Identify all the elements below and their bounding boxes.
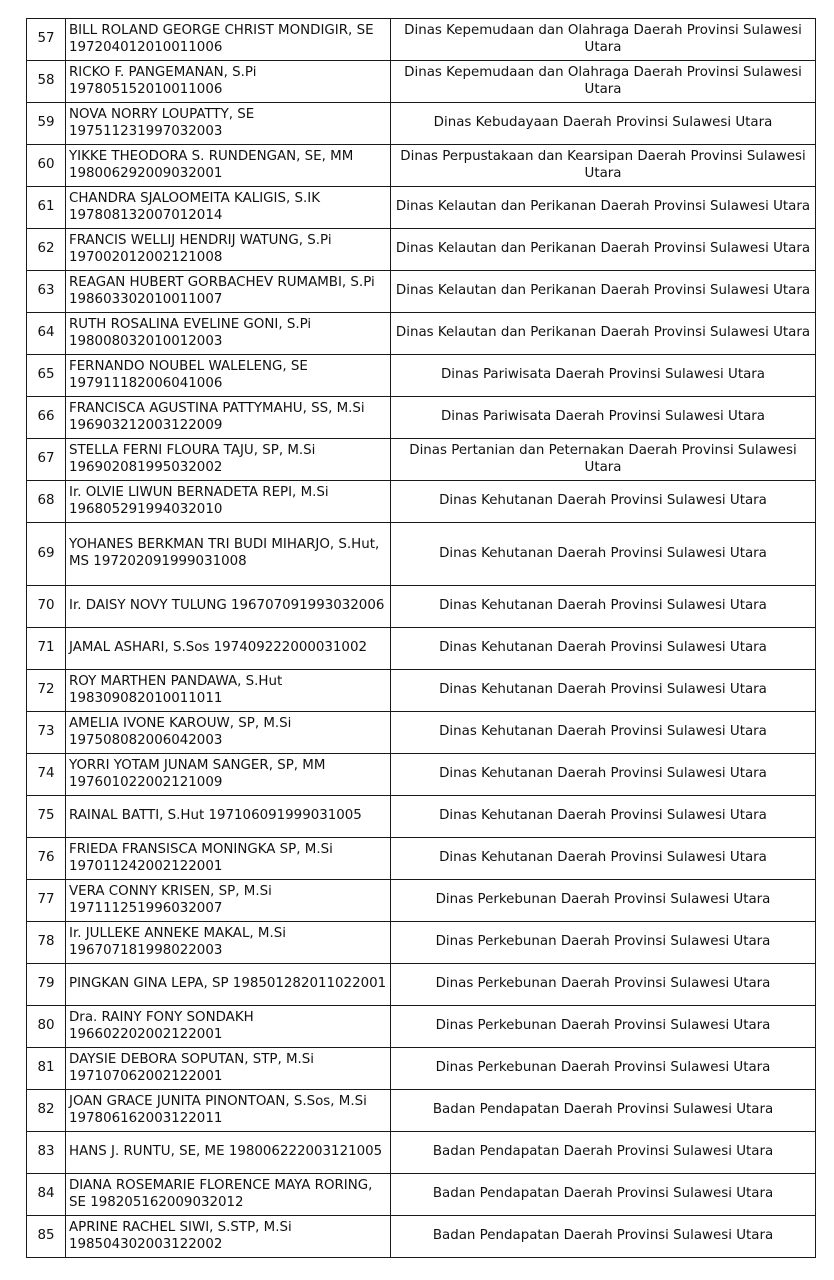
agency-unit: Dinas Kelautan dan Perikanan Daerah Provinsi Sulawesi Utara [391,313,816,355]
agency-unit: Dinas Kehutanan Daerah Provinsi Sulawesi Utara [391,523,816,586]
row-number: 66 [27,397,66,439]
row-number: 73 [27,712,66,754]
agency-unit: Dinas Perkebunan Daerah Provinsi Sulawesi Utara [391,922,816,964]
employee-name-nip: YIKKE THEODORA S. RUNDENGAN, SE, MM 198006292009032001 [66,145,391,187]
employee-name-nip: DIANA ROSEMARIE FLORENCE MAYA RORING, SE 198205162009032012 [66,1174,391,1216]
row-number: 67 [27,439,66,481]
employee-name-nip: DAYSIE DEBORA SOPUTAN, STP, M.Si 197107062002122001 [66,1048,391,1090]
table-row [27,61,816,103]
employee-name-nip: AMELIA IVONE KAROUW, SP, M.Si 197508082006042003 [66,712,391,754]
agency-unit: Dinas Kepemudaan dan Olahraga Daerah Provinsi Sulawesi Utara [391,19,816,61]
row-number: 81 [27,1048,66,1090]
employee-name-nip: NOVA NORRY LOUPATTY, SE 197511231997032003 [66,103,391,145]
employee-name-nip: RICKO F. PANGEMANAN, S.Pi 197805152010011006 [66,61,391,103]
table-row [27,1216,816,1258]
row-number: 64 [27,313,66,355]
row-number: 72 [27,670,66,712]
table-row [27,145,816,187]
agency-unit: Dinas Pariwisata Daerah Provinsi Sulawesi Utara [391,355,816,397]
agency-unit: Dinas Perkebunan Daerah Provinsi Sulawesi Utara [391,964,816,1006]
row-number: 62 [27,229,66,271]
row-number: 57 [27,19,66,61]
table-row [27,1006,816,1048]
row-number: 63 [27,271,66,313]
agency-unit: Dinas Perkebunan Daerah Provinsi Sulawesi Utara [391,1006,816,1048]
employee-name-nip: FERNANDO NOUBEL WALELENG, SE 197911182006041006 [66,355,391,397]
agency-unit: Dinas Kehutanan Daerah Provinsi Sulawesi Utara [391,796,816,838]
table-row [27,586,816,628]
employee-name-nip: FRANCIS WELLIJ HENDRIJ WATUNG, S.Pi 197002012002121008 [66,229,391,271]
row-number: 71 [27,628,66,670]
agency-unit: Dinas Pariwisata Daerah Provinsi Sulawesi Utara [391,397,816,439]
row-number: 59 [27,103,66,145]
row-number: 58 [27,61,66,103]
row-number: 60 [27,145,66,187]
agency-unit: Badan Pendapatan Daerah Provinsi Sulawesi Utara [391,1090,816,1132]
table-row [27,187,816,229]
row-number: 65 [27,355,66,397]
agency-unit: Dinas Pertanian dan Peternakan Daerah Provinsi Sulawesi Utara [391,439,816,481]
row-number: 74 [27,754,66,796]
table-row [27,1048,816,1090]
employee-name-nip: YORRI YOTAM JUNAM SANGER, SP, MM 197601022002121009 [66,754,391,796]
table-row [27,355,816,397]
row-number: 68 [27,481,66,523]
employee-table-body [27,19,816,1258]
row-number: 77 [27,880,66,922]
table-row [27,1132,816,1174]
table-row [27,481,816,523]
employee-name-nip: FRIEDA FRANSISCA MONINGKA SP, M.Si 197011242002122001 [66,838,391,880]
agency-unit: Dinas Kepemudaan dan Olahraga Daerah Provinsi Sulawesi Utara [391,61,816,103]
agency-unit: Dinas Kehutanan Daerah Provinsi Sulawesi Utara [391,481,816,523]
row-number: 69 [27,523,66,586]
employee-name-nip: Ir. DAISY NOVY TULUNG 196707091993032006 [66,586,391,628]
employee-name-nip: CHANDRA SJALOOMEITA KALIGIS, S.IK 197808132007012014 [66,187,391,229]
table-row [27,439,816,481]
employee-name-nip: RAINAL BATTI, S.Hut 197106091999031005 [66,796,391,838]
row-number: 85 [27,1216,66,1258]
table-row [27,670,816,712]
employee-name-nip: Ir. JULLEKE ANNEKE MAKAL, M.Si 196707181998022003 [66,922,391,964]
employee-name-nip: Dra. RAINY FONY SONDAKH 196602202002122001 [66,1006,391,1048]
agency-unit: Dinas Kehutanan Daerah Provinsi Sulawesi Utara [391,670,816,712]
employee-name-nip: JOAN GRACE JUNITA PINONTOAN, S.Sos, M.Si 197806162003122011 [66,1090,391,1132]
row-number: 82 [27,1090,66,1132]
agency-unit: Dinas Perpustakaan dan Kearsipan Daerah Provinsi Sulawesi Utara [391,145,816,187]
agency-unit: Dinas Kelautan dan Perikanan Daerah Provinsi Sulawesi Utara [391,187,816,229]
table-row [27,1090,816,1132]
employee-name-nip: RUTH ROSALINA EVELINE GONI, S.Pi 198008032010012003 [66,313,391,355]
row-number: 79 [27,964,66,1006]
agency-unit: Dinas Kelautan dan Perikanan Daerah Provinsi Sulawesi Utara [391,229,816,271]
row-number: 76 [27,838,66,880]
employee-name-nip: YOHANES BERKMAN TRI BUDI MIHARJO, S.Hut, MS 197202091999031008 [66,523,391,586]
employee-name-nip: ROY MARTHEN PANDAWA, S.Hut 198309082010011011 [66,670,391,712]
employee-name-nip: STELLA FERNI FLOURA TAJU, SP, M.Si 196902081995032002 [66,439,391,481]
table-row [27,922,816,964]
row-number: 80 [27,1006,66,1048]
agency-unit: Badan Pendapatan Daerah Provinsi Sulawesi Utara [391,1174,816,1216]
table-row [27,838,816,880]
agency-unit: Dinas Kebudayaan Daerah Provinsi Sulawesi Utara [391,103,816,145]
table-row [27,229,816,271]
agency-unit: Dinas Kehutanan Daerah Provinsi Sulawesi Utara [391,838,816,880]
row-number: 70 [27,586,66,628]
table-row [27,628,816,670]
employee-name-nip: FRANCISCA AGUSTINA PATTYMAHU, SS, M.Si 196903212003122009 [66,397,391,439]
row-number: 61 [27,187,66,229]
table-row [27,397,816,439]
row-number: 78 [27,922,66,964]
employee-name-nip: JAMAL ASHARI, S.Sos 197409222000031002 [66,628,391,670]
agency-unit: Dinas Perkebunan Daerah Provinsi Sulawesi Utara [391,1048,816,1090]
table-row [27,754,816,796]
row-number: 83 [27,1132,66,1174]
agency-unit: Dinas Kehutanan Daerah Provinsi Sulawesi Utara [391,712,816,754]
table-row [27,1174,816,1216]
employee-name-nip: VERA CONNY KRISEN, SP, M.Si 197111251996032007 [66,880,391,922]
table-row [27,964,816,1006]
table-row [27,19,816,61]
row-number: 84 [27,1174,66,1216]
agency-unit: Badan Pendapatan Daerah Provinsi Sulawesi Utara [391,1132,816,1174]
employee-table [26,18,816,1258]
table-row [27,271,816,313]
employee-name-nip: APRINE RACHEL SIWI, S.STP, M.Si 198504302003122002 [66,1216,391,1258]
table-row [27,796,816,838]
table-row [27,313,816,355]
document-page [26,18,816,1258]
table-row [27,712,816,754]
agency-unit: Badan Pendapatan Daerah Provinsi Sulawesi Utara [391,1216,816,1258]
row-number: 75 [27,796,66,838]
employee-name-nip: REAGAN HUBERT GORBACHEV RUMAMBI, S.Pi 198603302010011007 [66,271,391,313]
agency-unit: Dinas Perkebunan Daerah Provinsi Sulawesi Utara [391,880,816,922]
employee-name-nip: HANS J. RUNTU, SE, ME 198006222003121005 [66,1132,391,1174]
table-row [27,523,816,586]
agency-unit: Dinas Kehutanan Daerah Provinsi Sulawesi Utara [391,586,816,628]
employee-name-nip: BILL ROLAND GEORGE CHRIST MONDIGIR, SE 197204012010011006 [66,19,391,61]
agency-unit: Dinas Kehutanan Daerah Provinsi Sulawesi Utara [391,628,816,670]
table-row [27,880,816,922]
employee-name-nip: PINGKAN GINA LEPA, SP 198501282011022001 [66,964,391,1006]
employee-name-nip: Ir. OLVIE LIWUN BERNADETA REPI, M.Si 196805291994032010 [66,481,391,523]
agency-unit: Dinas Kehutanan Daerah Provinsi Sulawesi Utara [391,754,816,796]
table-row [27,103,816,145]
agency-unit: Dinas Kelautan dan Perikanan Daerah Provinsi Sulawesi Utara [391,271,816,313]
